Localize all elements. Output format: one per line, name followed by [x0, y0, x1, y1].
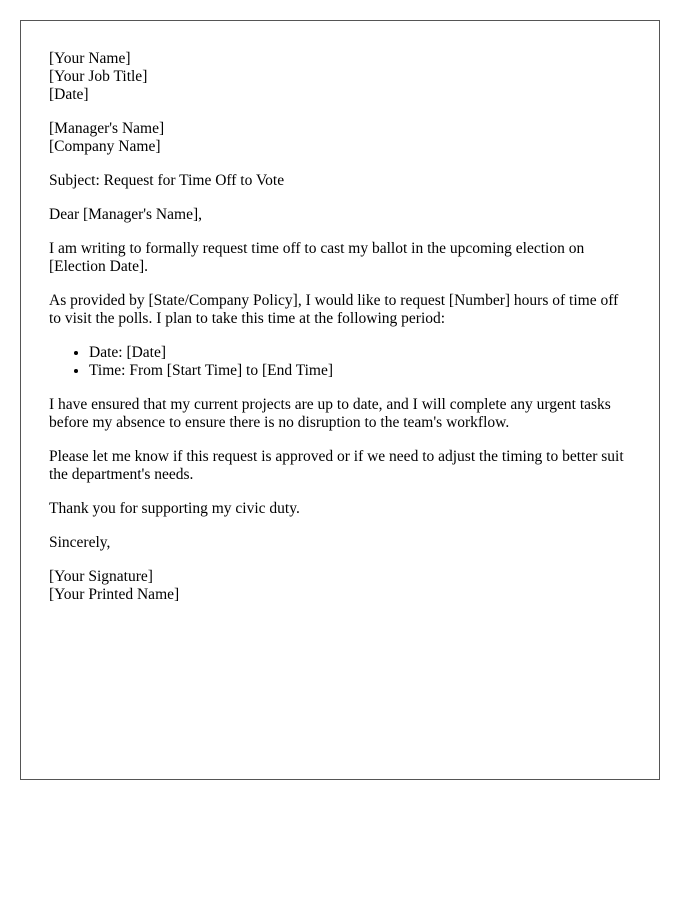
signature-block — [49, 568, 631, 604]
recipient-company: [Company Name] — [49, 138, 161, 155]
detail-time: • Time: From [Start Time] to [End Time] — [89, 362, 631, 380]
time-off-details-list — [49, 344, 631, 380]
recipient-block — [49, 120, 631, 156]
policy-paragraph: As provided by [State/Company Policy], I would like to request [Number] hours of time off to visit the polls. I plan to take this time at the following period: — [49, 292, 619, 327]
salutation: Dear [Manager's Name], — [49, 206, 202, 223]
signature-line: [Your Signature] — [49, 568, 153, 585]
thanks-paragraph: Thank you for supporting my civic duty. — [49, 500, 300, 517]
letter-date: [Date] — [49, 86, 89, 103]
subject-line: Subject: Request for Time Off to Vote — [49, 172, 285, 189]
detail-date: • Date: [Date] — [89, 344, 631, 362]
letter-page — [20, 20, 660, 780]
intro-paragraph: I am writing to formally request time off to cast my ballot in the upcoming election on [Election Date]. — [49, 240, 585, 275]
sender-name: [Your Name] — [49, 50, 131, 67]
printed-name: [Your Printed Name] — [49, 586, 180, 603]
recipient-name: [Manager's Name] — [49, 120, 165, 137]
sender-job-title: [Your Job Title] — [49, 68, 148, 85]
sender-block — [49, 50, 631, 104]
ensure-paragraph: I have ensured that my current projects are up to date, and I will complete any urgent tasks before my absence to ensure there is no disruption to the team's workflow. — [49, 396, 611, 431]
approval-paragraph: Please let me know if this request is approved or if we need to adjust the timing to better suit the department's needs. — [49, 448, 624, 483]
closing: Sincerely, — [49, 534, 111, 551]
